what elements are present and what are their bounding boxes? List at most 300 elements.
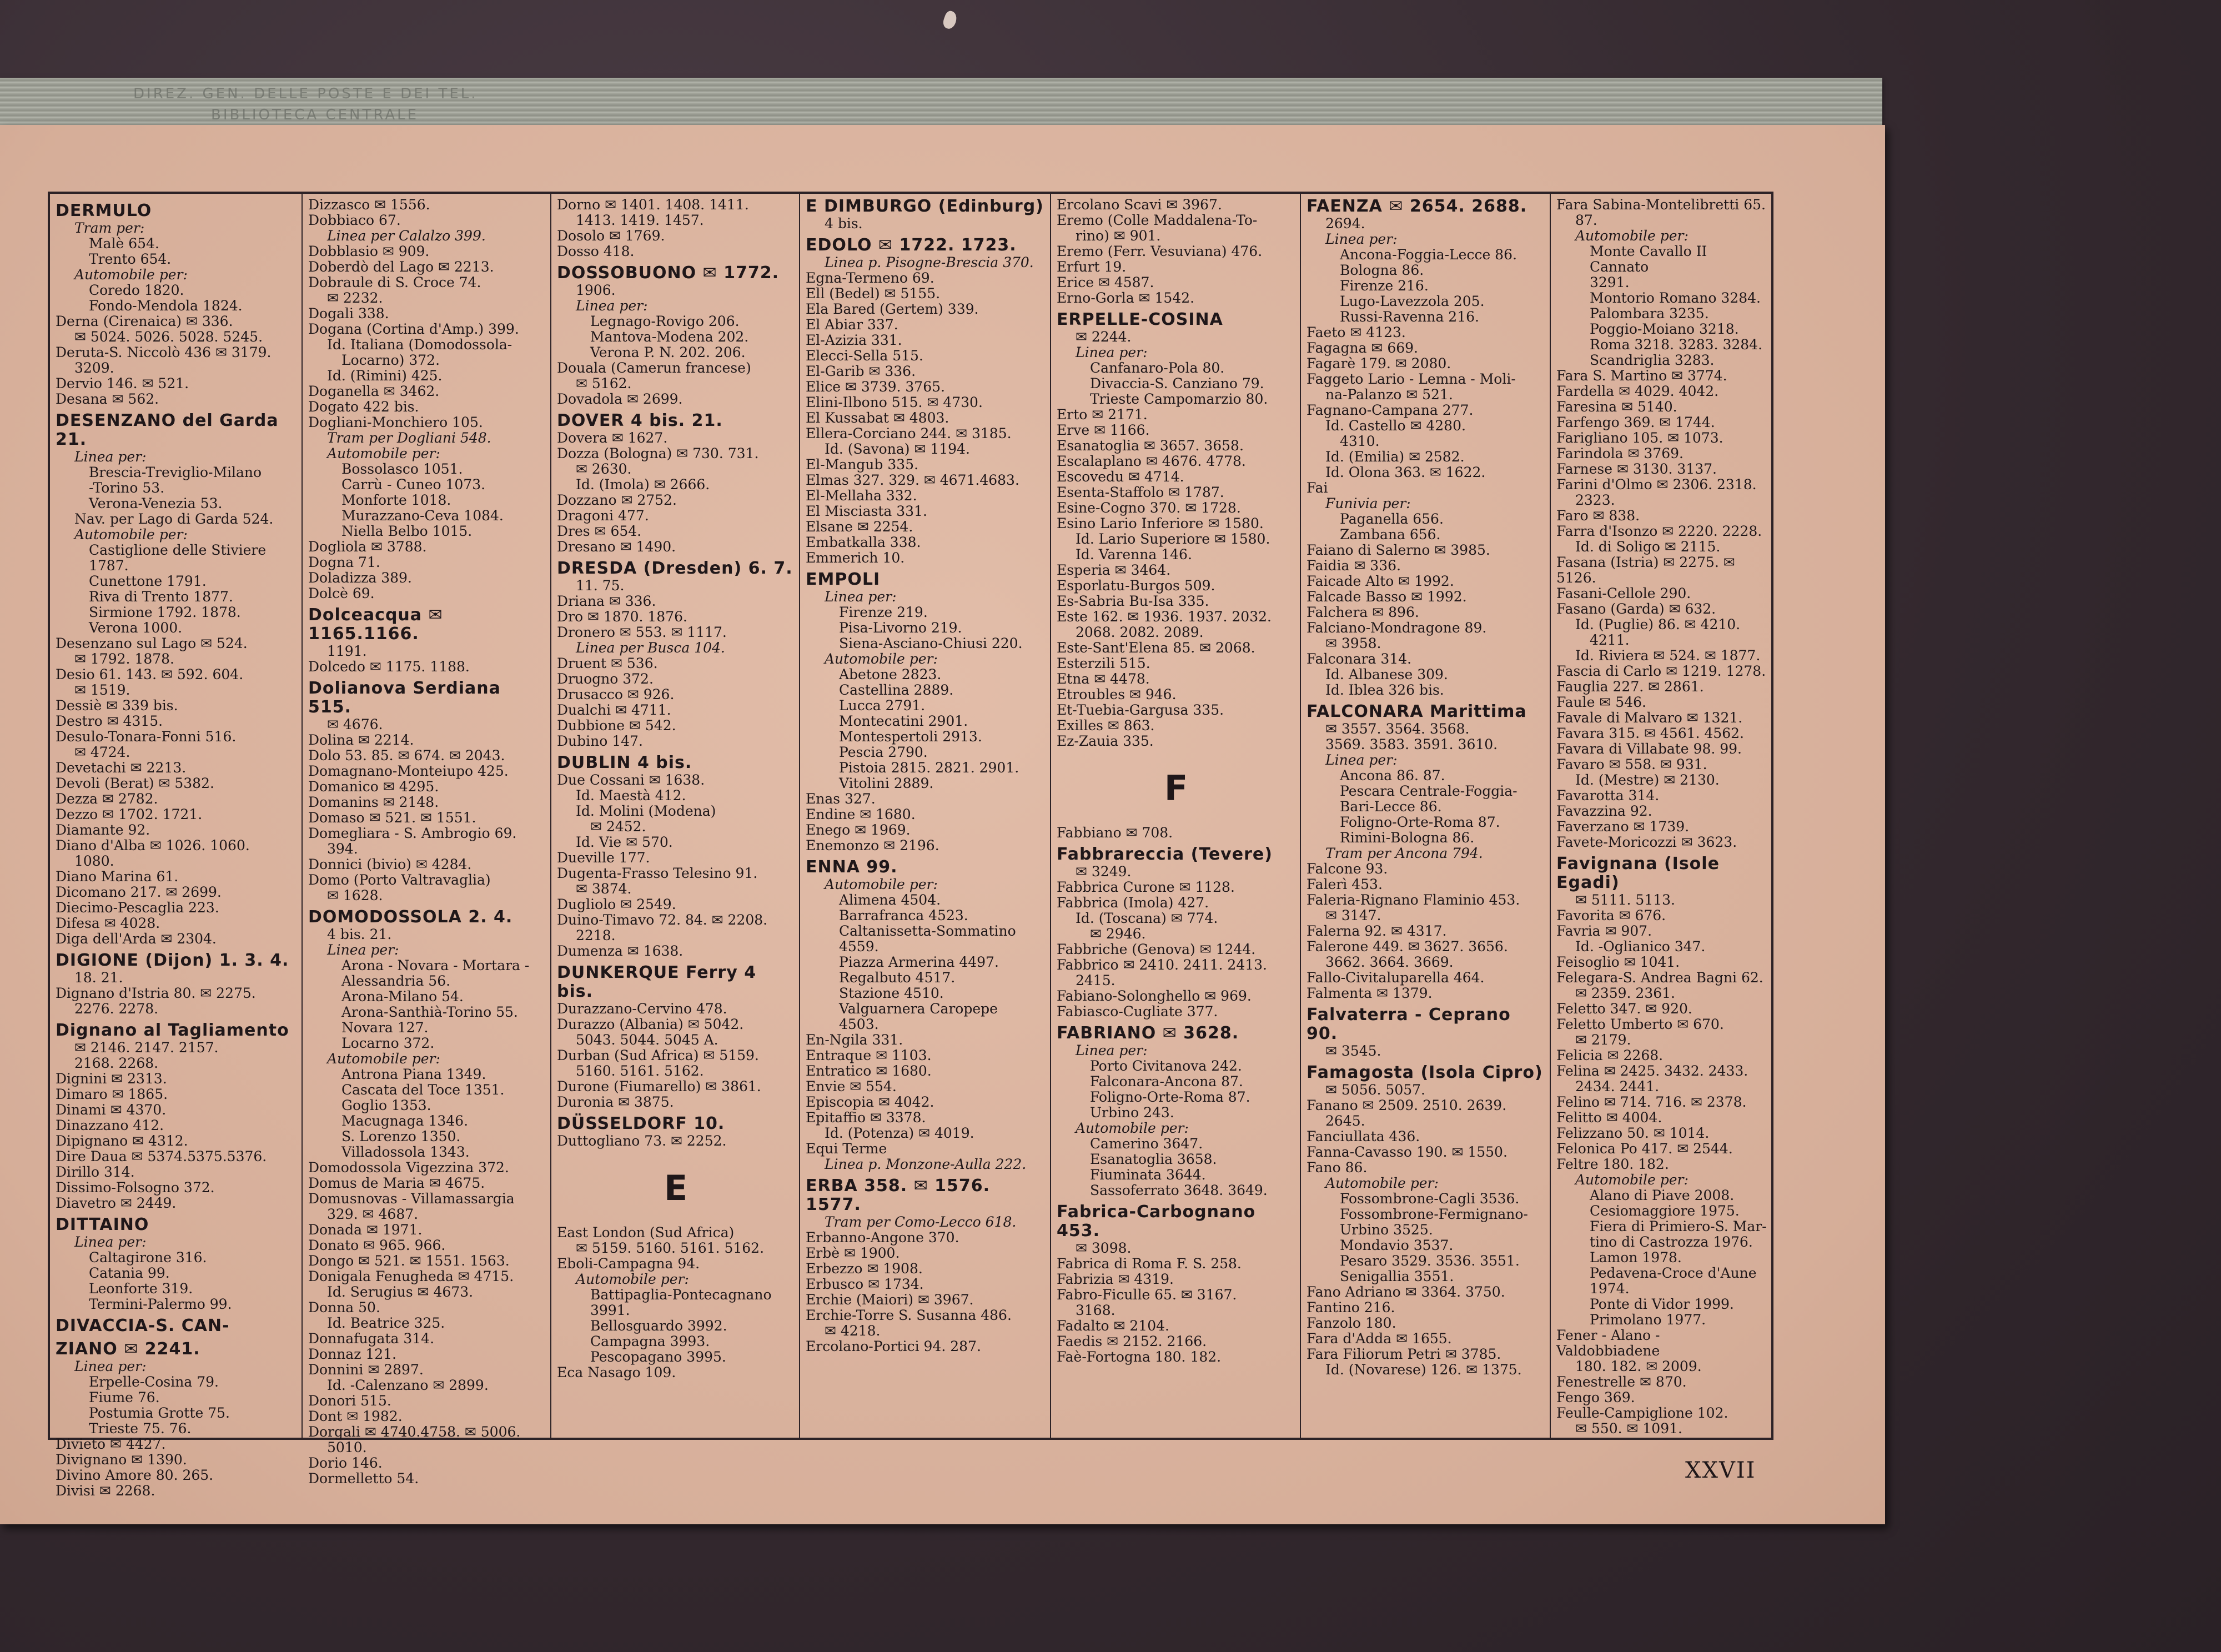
index-entry: ✉ 3098. (1076, 1240, 1132, 1256)
index-entry: ✉ 3147. (1325, 907, 1381, 923)
index-entry: Faro ✉ 838. (1556, 508, 1640, 524)
index-entry: Linea per: (1076, 1042, 1148, 1058)
index-entry: Termini-Palermo 99. (89, 1296, 232, 1312)
index-entry: Diano d'Alba ✉ 1026. 1060. (56, 837, 250, 853)
index-entry: Domodossola Vigezzina 372. (308, 1159, 509, 1176)
index-entry: El-Azizia 331. (806, 332, 902, 348)
index-entry: Linea per: (327, 942, 399, 958)
library-stamp-line-2: BIBLIOTECA CENTRALE (211, 107, 419, 123)
index-entry: Desulo-Tonara-Fonni 516. (56, 729, 237, 745)
index-entry: S. Lorenzo 1350. (341, 1128, 461, 1144)
index-entry: Fiera di Primiero-S. Mar- (1590, 1218, 1767, 1234)
index-entry: Id. Iblea 326 bis. (1325, 682, 1444, 698)
index-entry: Fasani-Cellole 290. (1556, 585, 1691, 601)
index-entry: Primolano 1977. (1590, 1312, 1706, 1328)
index-entry: 3168. (1076, 1302, 1115, 1318)
index-entry: Desenzano sul Lago ✉ 524. (56, 635, 248, 651)
index-heading: Dolceacqua ✉ 1165.1166. (308, 605, 450, 644)
index-entry: Linea per: (1325, 752, 1398, 768)
index-entry: Erchie-Torre S. Susanna 486. (806, 1307, 1012, 1323)
index-entry: Id. Lario Superiore ✉ 1580. (1076, 531, 1270, 547)
index-entry: Id. Castello ✉ 4280. (1325, 418, 1466, 434)
section-letter: F (1164, 768, 1188, 809)
index-entry: Alimena 4504. (839, 892, 941, 908)
index-entry: Locarno 372. (341, 1035, 435, 1051)
index-entry: Automobile per: (825, 876, 938, 892)
index-heading: DÜSSELDORF 10. (557, 1114, 725, 1133)
index-entry: Linea per: (74, 1358, 147, 1374)
index-entry: Camerino 3647. (1090, 1136, 1203, 1152)
index-entry: Abetone 2823. (839, 666, 942, 682)
index-entry: Malè 654. (89, 235, 159, 252)
index-entry: 3991. (590, 1302, 630, 1318)
index-entry: Dubbione ✉ 542. (557, 717, 676, 734)
index-entry: Ez-Zauia 335. (1057, 733, 1154, 749)
index-entry: Erbusco ✉ 1734. (806, 1276, 924, 1292)
index-entry: Dessiè ✉ 339 bis. (56, 697, 178, 714)
index-entry: Linea per: (74, 1234, 147, 1250)
index-entry: Id. (Rimini) 425. (327, 368, 443, 384)
index-entry: Domanins ✉ 2148. (308, 794, 439, 810)
index-entry: Paganella 656. (1340, 511, 1444, 527)
index-entry: Favara 315. ✉ 4561. 4562. (1556, 725, 1744, 741)
index-entry: Fabbiano ✉ 708. (1057, 825, 1173, 841)
index-entry: Fallo-Civitaluparella 464. (1307, 970, 1485, 986)
index-entry: Feisoglio ✉ 1041. (1556, 954, 1680, 970)
index-entry: 4310. (1340, 433, 1380, 449)
index-column-6 (1301, 194, 1551, 1438)
index-entry: Fabrizia ✉ 4319. (1057, 1271, 1174, 1287)
index-entry: Donna 50. (308, 1299, 380, 1315)
index-entry: ✉ 3249. (1076, 863, 1132, 880)
index-heading: EDOLO ✉ 1722. 1723. (806, 235, 1017, 255)
index-entry: Id. Olona 363. ✉ 1622. (1325, 464, 1486, 480)
index-entry: Exilles ✉ 863. (1057, 717, 1155, 734)
index-entry: Favete-Moricozzi ✉ 3623. (1556, 834, 1737, 850)
index-entry: 2068. 2082. 2089. (1076, 624, 1204, 640)
index-entry: 5010. (327, 1439, 367, 1455)
index-entry: Dorgali ✉ 4740.4758. ✉ 5006. (308, 1424, 521, 1440)
index-entry: Novara 127. (341, 1020, 429, 1036)
index-entry: Id. Varenna 146. (1076, 546, 1192, 563)
index-entry: Dovadola ✉ 2699. (557, 391, 683, 407)
index-entry: Id. di Soligo ✉ 2115. (1575, 539, 1721, 555)
index-entry: Pesaro 3529. 3536. 3551. (1340, 1253, 1520, 1269)
index-entry: Dozzano ✉ 2752. (557, 492, 677, 508)
index-entry: Dogana (Cortina d'Amp.) 399. (308, 321, 519, 337)
index-entry: Felegara-S. Andrea Bagni 62. (1556, 970, 1763, 986)
index-entry: Fener - Alano - Valdobbiadene (1556, 1327, 1665, 1359)
index-entry: Druent ✉ 536. (557, 655, 658, 671)
index-entry: ✉ 2630. (576, 461, 632, 477)
index-entry: Etna ✉ 4478. (1057, 671, 1150, 687)
index-entry: Mantova-Modena 202. (590, 329, 749, 345)
index-column-1 (50, 194, 303, 1499)
index-entry: 4503. (839, 1016, 879, 1032)
index-entry: Id. Beatrice 325. (327, 1315, 445, 1331)
index-heading: ERPELLE-COSINA (1057, 310, 1223, 329)
index-entry: ✉ 2452. (590, 819, 646, 835)
index-entry: Devetachi ✉ 2213. (56, 760, 187, 776)
index-entry: Driana ✉ 336. (557, 593, 656, 609)
index-entry: ✉ 5056. 5057. (1325, 1082, 1425, 1098)
index-entry: Trieste 75. 76. (89, 1420, 192, 1437)
index-entry: Devoli (Berat) ✉ 5382. (56, 775, 214, 791)
index-entry: Erno-Gorla ✉ 1542. (1057, 290, 1195, 306)
index-entry: Fengo 369. (1556, 1389, 1635, 1405)
index-entry: Bologna 86. (1340, 262, 1424, 278)
index-entry: Erve ✉ 1166. (1057, 422, 1150, 438)
index-entry: 2415. (1076, 972, 1115, 988)
index-entry: Porto Civitanova 242. (1090, 1058, 1242, 1074)
index-entry: ✉ 1519. (74, 682, 130, 698)
page-number: XXVII (1685, 1458, 1756, 1483)
index-entry: Pescia 2790. (839, 744, 928, 760)
index-entry: Fara S. Martino ✉ 3774. (1556, 368, 1727, 384)
index-entry: Falerone 449. ✉ 3627. 3656. (1307, 938, 1508, 955)
index-entry: Trieste Campomarzio 80. (1090, 391, 1268, 407)
index-entry: Verona 1000. (89, 620, 183, 636)
index-entry: Battipaglia-Pontecagnano (590, 1287, 772, 1303)
index-entry: Campagna 3993. (590, 1333, 710, 1349)
index-entry: Domaso ✉ 521. ✉ 1551. (308, 810, 476, 826)
index-entry: Faggeto Lario - Lemna - Moli- (1307, 371, 1516, 387)
index-entry: Fasana (Istria) ✉ 2275. ✉ 5126. (1556, 554, 1740, 586)
index-entry: Favria ✉ 907. (1556, 923, 1652, 939)
index-entry: Leonforte 319. (89, 1281, 193, 1297)
index-entry: Elsane ✉ 2254. (806, 519, 913, 535)
index-entry: Diecimo-Pescaglia 223. (56, 900, 219, 916)
index-entry: Linea p. Pisogne-Brescia 370. (825, 254, 1034, 270)
index-heading: DOVER 4 bis. 21. (557, 411, 723, 430)
index-entry: Murazzano-Ceva 1084. (341, 508, 504, 524)
index-entry: tino di Castrozza 1976. (1590, 1234, 1753, 1250)
index-entry: Esenta-Staffolo ✉ 1787. (1057, 484, 1224, 500)
index-entry: Dumenza ✉ 1638. (557, 943, 684, 959)
index-entry: Fabbriche (Genova) ✉ 1244. (1057, 941, 1256, 957)
index-entry: Favale di Malvaro ✉ 1321. (1556, 710, 1743, 726)
section-letter: E (664, 1168, 688, 1208)
index-entry: Dogato 422 bis. (308, 399, 419, 415)
index-entry: Ell (Bedel) ✉ 5155. (806, 285, 941, 302)
index-entry: Niella Belbo 1015. (341, 523, 473, 539)
index-entry: Faiano di Salerno ✉ 3985. (1307, 542, 1490, 558)
index-entry: Dorno ✉ 1401. 1408. 1411. (557, 197, 749, 213)
index-entry: Envie ✉ 554. (806, 1078, 897, 1094)
index-heading: ENNA 99. (806, 857, 898, 877)
index-entry: Linea per: (576, 298, 648, 314)
index-entry: Farfengo 369. ✉ 1744. (1556, 414, 1715, 430)
index-entry: Automobile per: (576, 1271, 689, 1287)
index-entry: Arona-Santhià-Torino 55. (341, 1004, 518, 1020)
index-entry: Domagnano-Monteiupo 425. (308, 763, 509, 779)
index-entry: 180. 182. ✉ 2009. (1575, 1358, 1702, 1374)
index-entry: Lugo-Lavezzola 205. (1340, 293, 1485, 309)
index-entry: Id. (Potenza) ✉ 4019. (825, 1125, 974, 1141)
index-entry: Sassoferrato 3648. 3649. (1090, 1182, 1268, 1198)
index-entry: Etroubles ✉ 946. (1057, 686, 1177, 702)
index-entry: ✉ 3874. (576, 881, 632, 897)
index-entry: Dobblasio ✉ 909. (308, 243, 430, 259)
index-entry: Nav. per Lago di Garda 524. (74, 511, 274, 527)
index-entry: Dimaro ✉ 1865. (56, 1086, 168, 1102)
index-entry: Donnici (bivio) ✉ 4284. (308, 856, 472, 872)
index-entry: Diamante 92. (56, 822, 150, 838)
index-entry: Dezza ✉ 2782. (56, 791, 158, 807)
index-entry: Fagnano-Campana 277. (1307, 402, 1474, 418)
index-entry: Fagagna ✉ 669. (1307, 340, 1418, 356)
index-entry: Diano Marina 61. (56, 868, 179, 885)
index-heading: DOSSOBUONO ✉ 1772. (557, 263, 780, 283)
index-entry: Favara di Villabate 98. 99. (1556, 741, 1742, 757)
index-entry: Dronero ✉ 553. ✉ 1117. (557, 624, 727, 640)
index-entry: Dualchi ✉ 4711. (557, 702, 671, 718)
index-entry: ✉ 1792. 1878. (74, 651, 174, 667)
index-entry: Falciano-Mondragone 89. (1307, 620, 1487, 636)
index-entry: Duttogliano 73. ✉ 2252. (557, 1133, 727, 1149)
index-entry: Favarotta 314. (1556, 787, 1660, 804)
index-entry: ✉ 5111. 5113. (1575, 892, 1675, 908)
index-entry: Firenze 219. (839, 604, 928, 620)
index-entry: 11. 75. (576, 578, 625, 594)
index-entry: 4211. (1590, 632, 1630, 648)
index-heading: Fabrica-Carbognano 453. (1057, 1202, 1262, 1241)
index-entry: Verona P. N. 202. 206. (590, 344, 746, 360)
index-entry: ✉ 4676. (327, 716, 383, 732)
index-heading: Falvaterra - Ceprano 90. (1307, 1005, 1517, 1043)
index-heading: Fabbrareccia (Tevere) (1057, 845, 1273, 864)
index-entry: Id. (Puglie) 86. ✉ 4210. (1575, 616, 1741, 632)
index-entry: El Abiar 337. (806, 317, 898, 333)
index-entry: Dont ✉ 1982. (308, 1408, 403, 1424)
index-entry: Faverzano ✉ 1739. (1556, 819, 1690, 835)
index-column-3 (551, 194, 800, 1438)
index-entry: Monforte 1018. (341, 492, 451, 508)
index-entry: Falcone 93. (1307, 861, 1388, 877)
index-entry: El Kussabat ✉ 4803. (806, 410, 949, 426)
index-entry: Ercolano-Portici 94. 287. (806, 1338, 981, 1354)
book-top-edge (0, 78, 1882, 128)
index-entry: Dovera ✉ 1627. (557, 430, 668, 446)
index-entry: Feletto Umberto ✉ 670. (1556, 1016, 1724, 1032)
index-entry: Pisa-Livorno 219. (839, 620, 962, 636)
index-entry: Id. (Mestre) ✉ 2130. (1575, 772, 1720, 788)
index-entry: Donnafugata 314. (308, 1330, 435, 1347)
index-entry: Postumia Grotte 75. (89, 1405, 230, 1421)
index-entry: Regalbuto 4517. (839, 970, 956, 986)
index-entry: Felina ✉ 2425. 3432. 2433. (1556, 1063, 1748, 1079)
index-entry: ✉ 3545. (1325, 1043, 1381, 1059)
index-entry: Dresano ✉ 1490. (557, 539, 676, 555)
index-entry: Riva di Trento 1877. (89, 589, 233, 605)
index-entry: Catania 99. (89, 1265, 170, 1281)
index-entry: Stazione 4510. (839, 985, 944, 1001)
index-entry: Erto ✉ 2171. (1057, 406, 1148, 423)
index-entry: Linea per Busca 104. (576, 640, 725, 656)
index-entry: Id. Serugius ✉ 4673. (327, 1284, 474, 1300)
index-column-2 (303, 194, 551, 1487)
index-entry: Erchie (Maiori) ✉ 3967. (806, 1292, 974, 1308)
index-entry: Esterzili 515. (1057, 655, 1150, 671)
index-entry: Linea per Calalzo 399. (327, 228, 486, 244)
index-entry: Durban (Sud Africa) ✉ 5159. (557, 1047, 759, 1063)
index-entry: Entraque ✉ 1103. (806, 1047, 932, 1063)
index-entry: Pescara Centrale-Foggia- (1340, 783, 1517, 799)
index-entry: Domus de Maria ✉ 4675. (308, 1175, 485, 1191)
index-entry: Trento 654. (89, 251, 172, 267)
index-entry: Funivia per: (1325, 495, 1411, 511)
index-entry: Esino Lario Inferiore ✉ 1580. (1057, 515, 1264, 531)
index-entry: 1906. (576, 282, 616, 298)
index-entry: Fabiasco-Cugliate 377. (1057, 1003, 1218, 1020)
index-entry: Coredo 1820. (89, 282, 184, 298)
index-entry: Lamon 1978. (1590, 1249, 1682, 1266)
index-entry: Dueville 177. (557, 850, 650, 866)
index-heading: DESENZANO del Garda 21. (56, 411, 285, 449)
index-entry: Firenze 216. (1340, 278, 1429, 294)
index-entry: Ponte di Vidor 1999. (1590, 1296, 1734, 1312)
index-entry: Id. -Oglianico 347. (1575, 938, 1706, 955)
index-entry: ✉ 2146. 2147. 2157. (74, 1040, 219, 1056)
index-entry: Farnese ✉ 3130. 3137. (1556, 461, 1717, 477)
index-entry: Derna (Cirenaica) ✉ 336. (56, 313, 233, 329)
index-heading: DITTAINO (56, 1215, 149, 1234)
index-entry: 2218. (576, 927, 616, 943)
index-entry: 2168. 2268. (74, 1055, 159, 1071)
index-entry: Dragoni 477. (557, 508, 649, 524)
index-entry: Linea per: (74, 449, 147, 465)
index-entry: El-Mellaha 332. (806, 488, 917, 504)
index-entry: Automobile per: (1076, 1120, 1189, 1136)
index-entry: Felitto ✉ 4004. (1556, 1109, 1662, 1126)
index-entry: Dosolo ✉ 1769. (557, 228, 665, 244)
index-entry: Tram per Dogliani 548. (327, 430, 491, 446)
index-entry: ✉ 4724. (74, 744, 130, 760)
index-entry: Automobile per: (74, 267, 188, 283)
index-entry: Erbezzo ✉ 1908. (806, 1261, 923, 1277)
index-entry: Carrù - Cuneo 1073. (341, 476, 486, 493)
index-entry: Faule ✉ 546. (1556, 694, 1646, 710)
index-entry: 3291. (1590, 274, 1630, 290)
index-entry: Tram per Ancona 794. (1325, 845, 1483, 861)
index-entry: Tram per Como-Lecco 618. (825, 1214, 1017, 1230)
index-entry: Esanatoglia ✉ 3657. 3658. (1057, 438, 1244, 454)
index-entry: Dignini ✉ 2313. (56, 1071, 167, 1087)
index-entry: Enas 327. (806, 791, 876, 807)
index-entry: Due Cossani ✉ 1638. (557, 772, 705, 788)
index-entry: Brescia-Treviglio-Milano (89, 464, 262, 480)
index-entry: 1974. (1590, 1281, 1630, 1297)
index-entry: Pedavena-Croce d'Aune (1590, 1265, 1757, 1281)
index-entry: Elice ✉ 3739. 3765. (806, 379, 945, 395)
index-entry: Divisi ✉ 2268. (56, 1483, 155, 1499)
index-entry: Donori 515. (308, 1393, 391, 1409)
index-entry: Dongo ✉ 521. ✉ 1551. 1563. (308, 1253, 510, 1269)
index-entry: Favazzina 92. (1556, 803, 1652, 819)
index-entry: Dugliolo ✉ 2549. (557, 896, 676, 912)
index-heading: DUBLIN 4 bis. (557, 753, 692, 772)
index-entry: Fara Filiorum Petri ✉ 3785. (1307, 1346, 1501, 1362)
index-entry: Erpelle-Cosina 79. (89, 1374, 219, 1390)
index-entry: Caltagirone 316. (89, 1249, 207, 1266)
index-entry: Ellera-Corciano 244. ✉ 3185. (806, 425, 1012, 441)
index-entry: Dolcè 69. (308, 585, 375, 601)
index-entry: Castellina 2889. (839, 682, 954, 698)
index-entry: Domusnovas - Villamassargia (308, 1191, 515, 1207)
index-entry: Falcade Basso ✉ 1992. (1307, 589, 1467, 605)
index-entry: Feletto 347. ✉ 920. (1556, 1001, 1692, 1017)
index-entry: Bossolasco 1051. (341, 461, 463, 477)
index-entry: 2323. (1575, 492, 1615, 508)
index-entry: Eremo (Colle Maddalena-To- (1057, 212, 1258, 228)
index-entry: Legnago-Rovigo 206. (590, 313, 740, 329)
index-heading: DRESDA (Dresden) 6. 7. (557, 559, 793, 578)
index-entry: East London (Sud Africa) (557, 1224, 735, 1241)
index-entry: Fabrica di Roma F. S. 258. (1057, 1256, 1242, 1272)
index-entry: Doberdò del Lago ✉ 2213. (308, 259, 494, 275)
index-entry: Fagarè 179. ✉ 2080. (1307, 355, 1451, 371)
index-entry: Dres ✉ 654. (557, 523, 642, 539)
index-entry: 1191. (327, 643, 367, 659)
index-entry: Dubino 147. (557, 733, 643, 749)
index-entry: El Misciasta 331. (806, 503, 927, 519)
index-entry: 3662. 3664. 3669. (1325, 954, 1454, 970)
index-entry: Id. Molini (Modena) (576, 803, 716, 819)
index-entry: Duronia ✉ 3875. (557, 1094, 674, 1110)
index-entry: Dro ✉ 1870. 1876. (557, 609, 687, 625)
index-entry: Id. -Calenzano ✉ 2899. (327, 1377, 489, 1393)
index-entry: Villadossola 1343. (341, 1144, 470, 1160)
index-entry: Elini-Ilbono 515. ✉ 4730. (806, 394, 983, 410)
index-entry: Antrona Piana 1349. (341, 1066, 486, 1082)
index-entry: Doganella ✉ 3462. (308, 383, 440, 399)
index-entry: Poggio-Moiano 3218. (1590, 321, 1739, 337)
index-entry: ✉ 5024. 5026. 5028. 5245. (74, 329, 263, 345)
index-entry: Automobile per: (825, 651, 938, 667)
index-entry: 5043. 5044. 5045 A. (576, 1032, 718, 1048)
index-entry: Esporlatu-Burgos 509. (1057, 578, 1215, 594)
index-column-7 (1551, 194, 1771, 1438)
index-entry: Fasano (Garda) ✉ 632. (1556, 601, 1716, 617)
index-entry: ✉ 4218. (825, 1323, 881, 1339)
index-entry: Faidia ✉ 336. (1307, 558, 1401, 574)
index-entry: Sirmione 1792. 1878. (89, 604, 241, 620)
index-heading: Famagosta (Isola Cipro) (1307, 1063, 1543, 1082)
index-entry: Falmenta ✉ 1379. (1307, 985, 1433, 1001)
index-entry: Domanico ✉ 4295. (308, 779, 439, 795)
index-entry: Zambana 656. (1340, 526, 1441, 543)
index-heading: FALCONARA Marittima (1307, 702, 1527, 721)
index-entry: Fondo-Mendola 1824. (89, 298, 243, 314)
index-entry: Foligno-Orte-Roma 87. (1340, 814, 1500, 830)
index-entry: Dipignano ✉ 4312. (56, 1133, 188, 1149)
index-heading: DIVACCIA-S. CAN- (56, 1316, 230, 1335)
index-entry: Id. (Savona) ✉ 1194. (825, 441, 970, 457)
index-entry: 2694. (1325, 215, 1365, 232)
index-entry: Lucca 2791. (839, 697, 926, 714)
index-entry: Id. (Novarese) 126. ✉ 1375. (1325, 1362, 1522, 1378)
index-entry: Automobile per: (327, 445, 440, 461)
index-entry: Linea p. Monzone-Aulla 222. (825, 1156, 1027, 1172)
index-entry: Fano Adriano ✉ 3364. 3750. (1307, 1284, 1505, 1300)
index-entry: Enemonzo ✉ 2196. (806, 837, 939, 853)
index-entry: Fabro-Ficulle 65. ✉ 3167. (1057, 1287, 1237, 1303)
index-entry: Fascia di Carlo ✉ 1219. 1278. (1556, 663, 1766, 679)
index-entry: Divino Amore 80. 265. (56, 1467, 214, 1483)
index-entry: Russi-Ravenna 216. (1340, 309, 1479, 325)
index-entry: Episcopia ✉ 4042. (806, 1094, 934, 1110)
index-entry: El-Mangub 335. (806, 456, 919, 473)
